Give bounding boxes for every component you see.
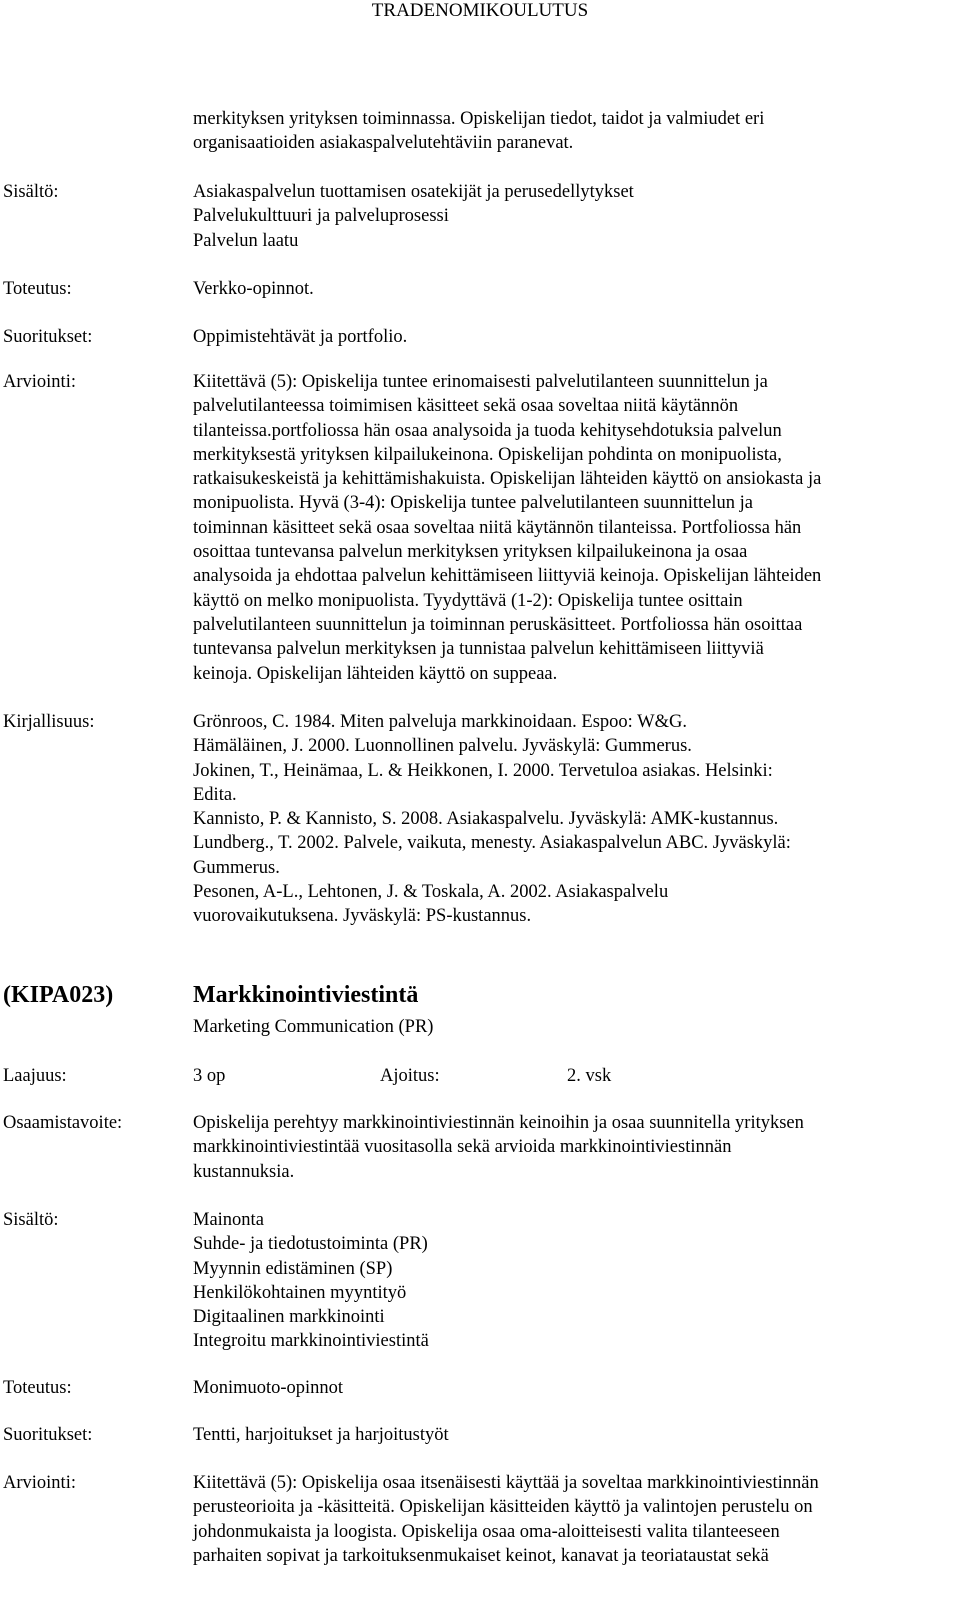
suoritukset-value: Tentti, harjoitukset ja harjoitustyöt: [193, 1425, 449, 1445]
course-subtitle: Marketing Communication (PR): [193, 1017, 434, 1037]
text-line: merkityksen yrityksen toiminnassa. Opiskelijan tiedot, taidot ja valmiudet eri: [193, 109, 765, 129]
ajoitus-value: 2. vsk: [567, 1066, 612, 1086]
suoritukset-value: Oppimistehtävät ja portfolio.: [193, 327, 408, 347]
text-line: Opiskelija perehtyy markkinointiviestinnän keinoihin ja osaa suunnitella yrityksen: [193, 1113, 804, 1133]
osaamistavoite-label: Osaamistavoite:: [3, 1113, 123, 1133]
text-line: organisaatioiden asiakaspalvelutehtäviin paranevat.: [193, 133, 574, 154]
reference-line: Grönroos, C. 1984. Miten palveluja markkinoidaan. Espoo: W&G.: [193, 712, 687, 732]
content-item: Palvelun laatu: [193, 230, 299, 251]
laajuus-value: 3 op: [193, 1066, 226, 1086]
reference-line: Lundberg., T. 2002. Palvele, vaikuta, menesty. Asiakaspalvelun ABC. Jyväskylä:: [193, 833, 791, 854]
text-line: keinoja. Opiskelijan lähteiden käyttö on suppeaa.: [193, 663, 558, 684]
text-line: toiminnan käsitteet sekä osaa soveltaa niitä käytännön tilanteissa. Portfoliossa hän: [193, 517, 802, 538]
content-item: Integroitu markkinointiviestintä: [193, 1331, 429, 1352]
text-line: perusteorioita ja -käsitteitä. Opiskelijan käsitteiden käyttö ja valintojen perustelu on: [193, 1497, 813, 1518]
text-line: parhaiten sopivat ja tarkoituksenmukaiset keinot, kanavat ja teoriataustat sekä: [193, 1545, 769, 1566]
text-line: ratkaisukeskeistä ja kehittämishakuista. Opiskelijan lähteiden käyttö on ansiokasta ja: [193, 469, 822, 490]
content-item: Suhde- ja tiedotustoiminta (PR): [193, 1234, 428, 1255]
suoritukset-label: Suoritukset:: [3, 1425, 93, 1445]
text-line: Kiitettävä (5): Opiskelija tuntee erinomaisesti palvelutilanteen suunnittelun ja: [193, 372, 768, 392]
reference-line: Edita.: [193, 784, 237, 805]
content-item: Mainonta: [193, 1210, 264, 1230]
reference-line: Hämäläinen, J. 2000. Luonnollinen palvelu. Jyväskylä: Gummerus.: [193, 736, 692, 757]
course-code: (KIPA023): [3, 982, 114, 1008]
sisalto-label: Sisältö:: [3, 1210, 59, 1230]
ajoitus-label: Ajoitus:: [380, 1066, 440, 1086]
page-header: [0, 0, 960, 23]
text-line: tuntevansa palvelun merkityksen ja tunnistaa palvelun kehittämiseen liittyviä: [193, 639, 764, 660]
text-line: Kiitettävä (5): Opiskelija osaa itsenäisesti käyttää ja soveltaa markkinointiviestinnän: [193, 1473, 819, 1493]
header-title: TRADENOMIKOULUTUS: [371, 0, 589, 21]
text-line: monipuolista. Hyvä (3-4): Opiskelija tuntee palvelutilanteen suunnittelun ja: [193, 493, 754, 514]
toteutus-label: Toteutus:: [3, 1378, 72, 1398]
text-line: tilanteissa.portfoliossa hän osaa analysoida ja tuoda kehitysehdotuksia palvelun: [193, 420, 782, 441]
course-title: Markkinointiviestintä: [193, 982, 419, 1008]
text-line: palvelutilanteessa toimimisen käsitteet sekä osaa soveltaa niitä käytännön: [193, 396, 739, 417]
toteutus-value: Verkko-opinnot.: [193, 279, 314, 299]
content-item: Digitaalinen markkinointi: [193, 1307, 385, 1328]
text-line: merkityksestä yrityksen kilpailukeinona. Opiskelijan pohdinta on monipuolista,: [193, 444, 782, 465]
content-item: Myynnin edistäminen (SP): [193, 1258, 393, 1279]
content-item: Palvelukulttuuri ja palveluprosessi: [193, 206, 449, 227]
text-line: kustannuksia.: [193, 1161, 295, 1182]
text-line: analysoida ja ehdottaa palvelun kehittämiseen liittyviä keinoja. Opiskelijan lähteiden: [193, 566, 822, 587]
reference-line: Pesonen, A-L., Lehtonen, J. & Toskala, A. 2002. Asiakaspalvelu: [193, 882, 669, 903]
text-line: johdonmukaista ja loogista. Opiskelija osaa oma-aloitteisesti valita tilanteeseen: [193, 1521, 780, 1542]
text-line: käyttö on melko monipuolista. Tyydyttävä (1-2): Opiskelija tuntee osittain: [193, 590, 743, 611]
toteutus-label: Toteutus:: [3, 279, 72, 299]
reference-line: Gummerus.: [193, 857, 280, 878]
reference-line: Kannisto, P. & Kannisto, S. 2008. Asiakaspalvelu. Jyväskylä: AMK-kustannus.: [193, 809, 779, 830]
content-item: Asiakaspalvelun tuottamisen osatekijät ja perusedellytykset: [193, 182, 634, 202]
sisalto-label: Sisältö:: [3, 182, 59, 202]
reference-line: Jokinen, T., Heinämaa, L. & Heikkonen, I. 2000. Tervetuloa asiakas. Helsinki:: [193, 760, 773, 781]
text-line: palvelutilanteen suunnittelun ja toiminnan peruskäsitteet. Portfoliossa hän osoittaa: [193, 614, 803, 635]
content-item: Henkilökohtainen myyntityö: [193, 1282, 407, 1303]
arviointi-label: Arviointi:: [3, 1473, 76, 1493]
text-line: markkinointiviestintää vuositasolla sekä arvioida markkinointiviestinnän: [193, 1137, 732, 1158]
text-line: osoittaa tuntevansa palvelun merkityksen yrityksen kilpailukeinona ja osaa: [193, 542, 748, 563]
arviointi-label: Arviointi:: [3, 372, 76, 392]
kirjallisuus-label: Kirjallisuus:: [3, 712, 95, 732]
laajuus-label: Laajuus:: [3, 1066, 67, 1086]
toteutus-value: Monimuoto-opinnot: [193, 1378, 344, 1398]
reference-line: vuorovaikutuksena. Jyväskylä: PS-kustannus.: [193, 906, 532, 927]
suoritukset-label: Suoritukset:: [3, 327, 93, 347]
